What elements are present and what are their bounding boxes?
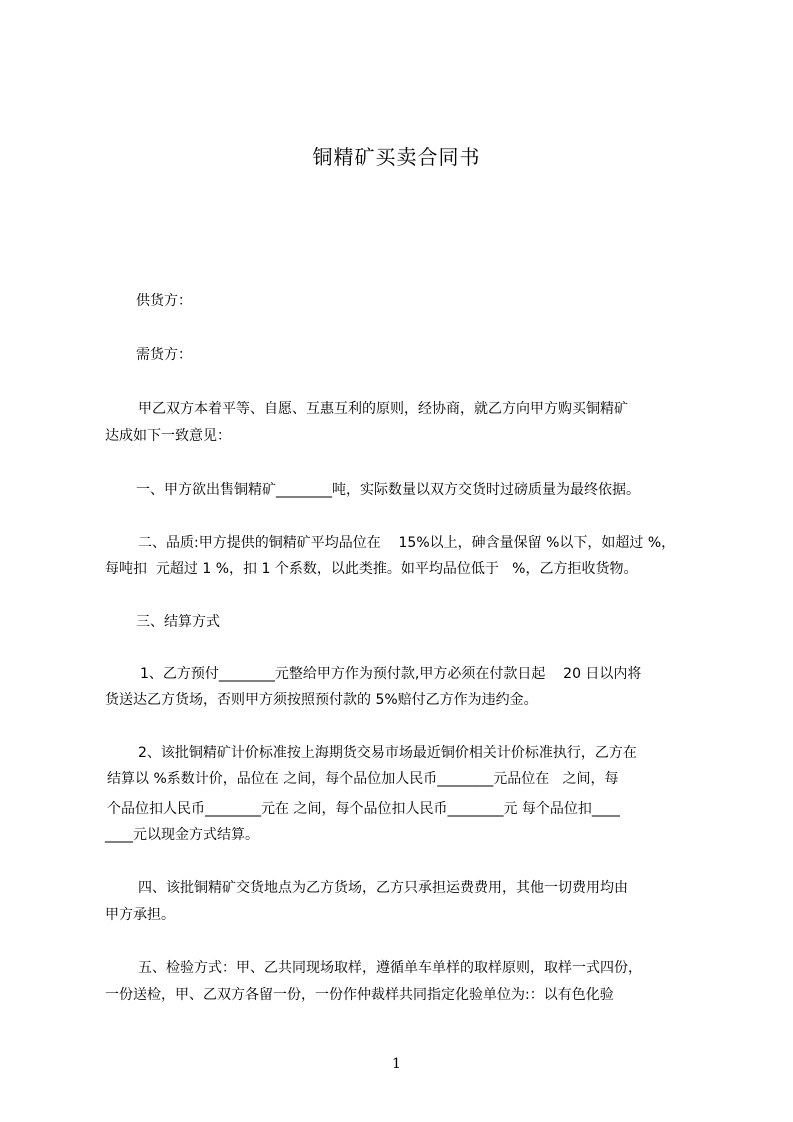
clause-5-line: 一份送检，甲、乙双方各留一份，一份作仲裁样共同指定化验单位为:：以有色化验: [105, 987, 614, 1003]
clause-2-line: 每吨扣 元超过 1 %，扣 1 个系数，以此类推。如平均品位低于 %，乙方拒收货物。: [105, 561, 638, 577]
clause-3-2-line: 结算以 %系数计价，品位在 之间，每个品位加人民币________元品位在 之间，每: [107, 771, 619, 787]
page-number: 1: [392, 1056, 401, 1072]
intro-line: 甲乙双方本着平等、自愿、互惠互利的原则，经协商，就乙方向甲方购买铜精矿: [138, 401, 628, 417]
clause-3-1-line: 1、乙方预付________元整给甲方作为预付款,甲方必须在付款日起 20 日以内将: [140, 666, 642, 682]
supplier-label: 供货方：: [136, 293, 192, 309]
clause-4-line: 四、该批铜精矿交货地点为乙方货场，乙方只承担运费费用，其他一切费用均由: [138, 880, 628, 896]
clause-4-line: 甲方承担。: [105, 907, 175, 923]
clause-3-2-line: 2、该批铜精矿计价标准按上海期货交易市场最近铜价相关计价标准执行，乙方在: [138, 745, 637, 761]
clause-2-line: 二、品质:甲方提供的铜精矿平均品位在 15%以上，砷含量保留 %以下，如超过 %，: [138, 535, 676, 551]
clause-1: 一、甲方欲出售铜精矿________吨，实际数量以双方交货时过磅质量为最终依据。: [136, 482, 640, 498]
clause-5-line: 五、检验方式：甲、乙共同现场取样，遵循单车单样的取样原则，取样一式四份，: [138, 960, 642, 976]
clause-3-2-line: ____元以现金方式结算。: [105, 827, 259, 843]
clause-3-1-line: 货送达乙方货场，否则甲方须按照预付款的 5%赔付乙方作为违约金。: [105, 692, 538, 708]
clause-3-heading: 三、结算方式: [136, 614, 220, 630]
buyer-label: 需货方：: [136, 347, 192, 363]
contract-title: 铜精矿买卖合同书: [312, 145, 481, 169]
intro-line: 达成如下一致意见：: [105, 428, 231, 444]
clause-3-2-line: 个品位扣人民币________元在 之间，每个品位扣人民币________元 每个品位扣____: [107, 801, 620, 817]
